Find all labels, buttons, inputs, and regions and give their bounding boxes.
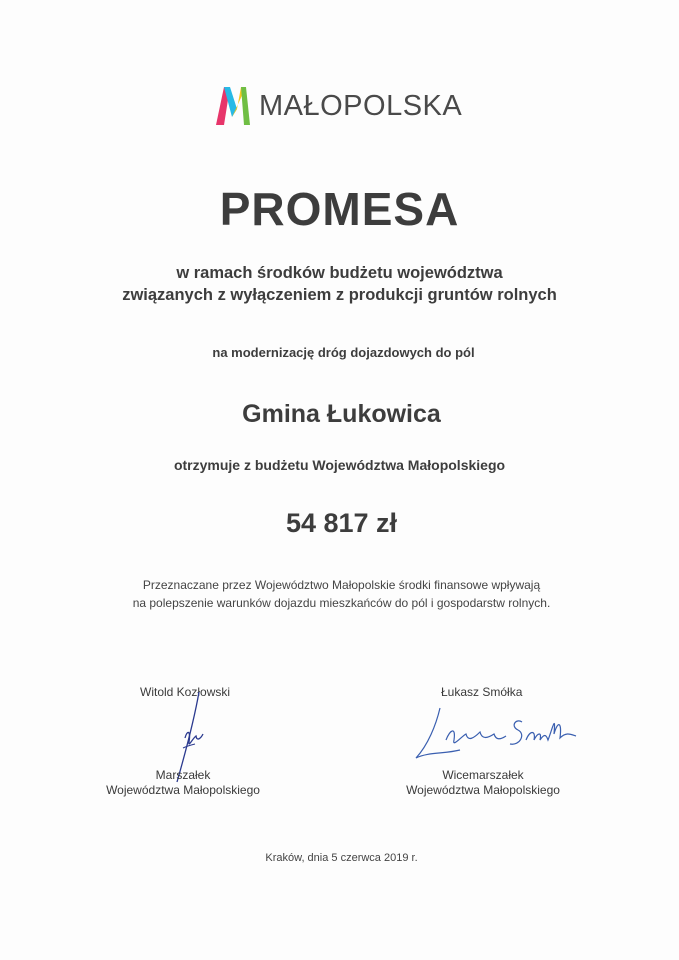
purpose-text: na modernizację dróg dojazdowych do pól xyxy=(212,345,475,360)
subtitle-line-2: związanych z wyłączeniem z produkcji gruntów rolnych xyxy=(122,286,557,304)
recipient-name: Gmina Łukowica xyxy=(242,400,441,428)
signatory-2-role xyxy=(404,768,562,798)
subtitle xyxy=(0,262,679,306)
signatory-1-name: Witold Kozłowski xyxy=(140,685,231,699)
note-line-2: na polepszenie warunków dojazdu mieszkańców do pól i gospodarstw rolnych. xyxy=(132,596,551,610)
place-and-date: Kraków, dnia 5 czerwca 2019 r. xyxy=(265,852,418,864)
receives-text: otrzymuje z budżetu Województwa Małopolskiego xyxy=(173,457,506,473)
subtitle-line-1: w ramach środków budżetu województwa xyxy=(176,264,503,282)
malopolska-m-logo-icon xyxy=(216,87,250,125)
signatory-2-name: Łukasz Smółka xyxy=(441,685,523,699)
note-line-1: Przeznaczane przez Województwo Małopolskie środki finansowe wpływają xyxy=(142,578,541,592)
document-title: PROMESA xyxy=(219,183,460,235)
signatory-1-role-line-2: Województwa Małopolskiego xyxy=(106,783,260,797)
signatory-1-role-line-1: Marszałek xyxy=(155,768,211,782)
signatory-1-role xyxy=(104,768,262,798)
signature-2-image xyxy=(410,700,585,765)
amount: 54 817 zł xyxy=(285,508,398,538)
signatory-2-role-line-1: Wicemarszałek xyxy=(442,768,524,782)
signatory-2-role-line-2: Województwa Małopolskiego xyxy=(406,783,560,797)
logo xyxy=(216,86,462,126)
logo-text: MAŁOPOLSKA xyxy=(259,89,463,122)
note xyxy=(2,576,679,612)
